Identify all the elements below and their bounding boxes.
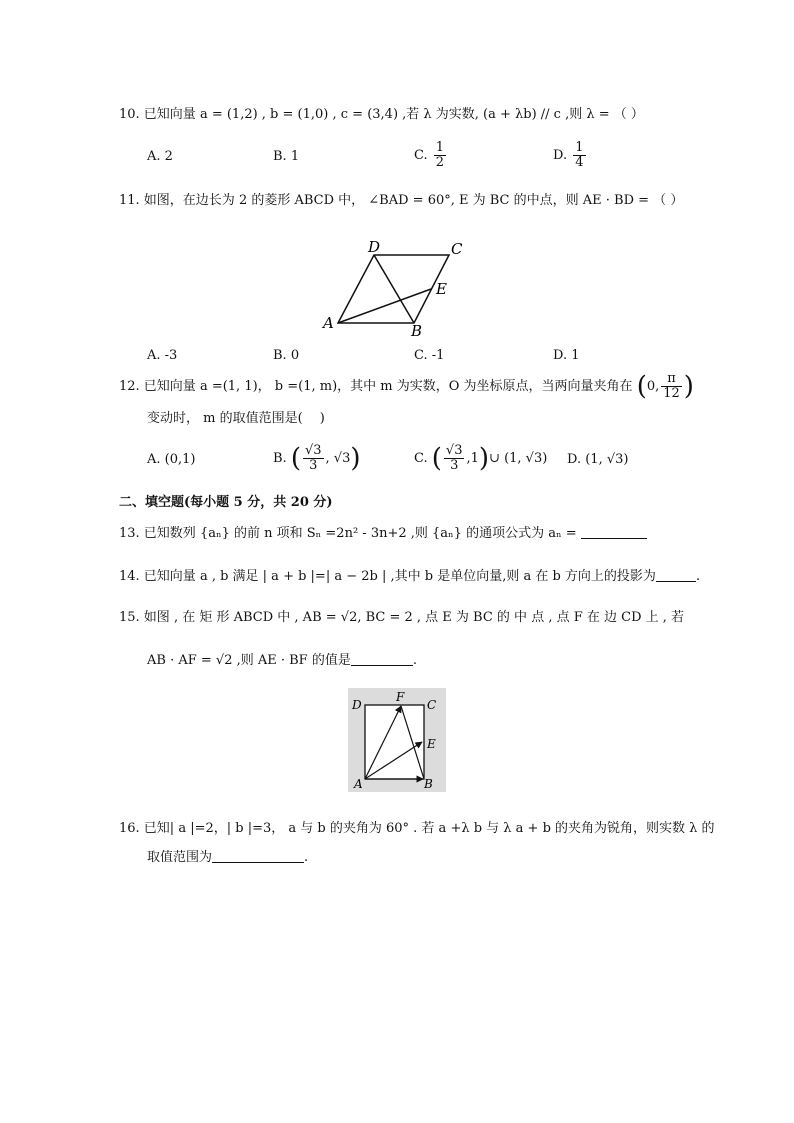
q16-answer-blank[interactable] <box>212 848 304 863</box>
q10-option-c-denominator: 2 <box>435 155 445 170</box>
question-11-stem: 11. 如图，在边长为 2 的菱形 ABCD 中， ∠BAD = 60°, E 为 BC 的中点，则 AE · BD = （ ） <box>119 193 684 208</box>
q11-option-b: B. 0 <box>273 348 300 363</box>
q12-option-a: A. (0,1) <box>147 452 196 467</box>
q10-option-d <box>553 141 588 170</box>
q12-option-c-close-paren: ) <box>478 443 490 474</box>
question-12-line-2: 变动时， m 的取值范围是( ) <box>147 411 325 426</box>
q13-text: 13. 已知数列 {aₙ} 的前 n 项和 Sₙ =2n² - 3n+2 ,则 {aₙ} 的通项公式为 aₙ = <box>119 526 581 541</box>
q12-interval-fraction <box>661 372 682 401</box>
question-15-line-1: 15. 如图 , 在 矩 形 ABCD 中 , AB = √2, BC = 2 , 点 E 为 BC 的 中 点 , 点 F 在 边 CD 上 , 若 <box>119 610 685 625</box>
q15-period: . <box>412 653 417 668</box>
q10-option-c-label: C. <box>414 148 428 163</box>
q12-interval-numerator: π <box>661 372 682 387</box>
segment-bd <box>374 255 414 323</box>
rhombus-figure <box>318 236 478 340</box>
label-c: C <box>427 698 437 712</box>
q12-option-b-close-paren: ) <box>350 443 361 474</box>
q10-option-b: B. 1 <box>273 149 300 164</box>
q12-option-c-union: ∪ (1, √3) <box>489 451 548 466</box>
label-b: B <box>411 322 423 340</box>
q12-option-c-rest: ,1 <box>466 451 479 466</box>
q10-option-d-label: D. <box>553 148 568 163</box>
q12-close-paren: ) <box>683 371 694 402</box>
q12-option-c-numerator: √3 <box>445 443 463 458</box>
question-12-line-1 <box>119 372 694 402</box>
q12-option-d: D. (1, √3) <box>567 452 629 467</box>
q12-option-b-rest: , √3 <box>325 451 351 466</box>
q10-option-d-denominator: 4 <box>575 155 584 170</box>
rectangle-figure <box>348 688 446 792</box>
q14-text: 14. 已知向量 a , b 满足 | a + b |=| a − 2b | ,其中 b 是单位向量,则 a 在 b 方向上的投影为 <box>119 569 656 584</box>
q12-line1-text: 12. 已知向量 a =(1, 1)， b =(1, m)，其中 m 为实数，O 为坐标原点，当两向量夹角在 <box>119 379 633 394</box>
rectangle-outline <box>365 705 424 779</box>
q10-option-c-numerator: 1 <box>435 140 445 155</box>
question-14 <box>119 567 700 586</box>
section-2-heading: 二、填空题(每小题 5 分，共 20 分) <box>119 495 333 510</box>
q14-answer-blank[interactable] <box>656 567 696 582</box>
q12-interval-left: 0, <box>646 379 660 394</box>
question-10-stem: 10. 已知向量 a = (1,2) , b = (1,0) , c = (3,4) ,若 λ 为实数, (a + λb) // c ,则 λ = （ ） <box>119 107 644 122</box>
q11-option-a: A. -3 <box>147 348 178 363</box>
q12-option-b <box>273 442 361 476</box>
q15-line2-text: AB · AF = √2 ,则 AE · BF 的值是 <box>147 653 351 668</box>
label-f: F <box>396 690 405 704</box>
q12-option-c <box>414 442 547 476</box>
q14-period: . <box>695 569 701 584</box>
q16-period: . <box>304 850 309 865</box>
question-16-line-1: 16. 已知| a |=2，| b |=3， a 与 b 的夹角为 60° . 若 a +λ b 与 λ a + b 的夹角为锐角，则实数 λ 的 <box>119 821 715 836</box>
label-a: A <box>323 314 334 332</box>
q11-option-c: C. -1 <box>414 348 445 363</box>
q10-option-c-fraction <box>434 141 446 170</box>
label-a: A <box>354 777 363 791</box>
q12-open-paren: ( <box>636 371 647 402</box>
question-13 <box>119 524 647 543</box>
q10-option-d-fraction <box>573 141 585 170</box>
question-16-line-2 <box>147 848 308 867</box>
q12-option-b-numerator: √3 <box>304 443 322 458</box>
q13-answer-blank[interactable] <box>581 524 647 539</box>
q12-option-c-fraction <box>444 444 465 473</box>
label-c: C <box>451 240 463 258</box>
q12-interval-denominator: 12 <box>663 386 680 401</box>
label-e: E <box>427 737 436 751</box>
q12-option-c-label: C. <box>414 451 428 466</box>
q12-option-c-denominator: 3 <box>450 458 459 473</box>
q16-line2-text: 取值范围为 <box>147 850 213 865</box>
q10-option-c <box>414 141 448 170</box>
q12-option-b-label: B. <box>273 451 287 466</box>
q12-option-b-open-paren: ( <box>290 443 301 474</box>
q15-answer-blank[interactable] <box>351 651 413 666</box>
q11-option-d: D. 1 <box>553 348 580 363</box>
q12-option-b-denominator: 3 <box>309 458 318 473</box>
label-d: D <box>368 238 381 256</box>
label-e: E <box>436 280 447 298</box>
q10-option-d-numerator: 1 <box>575 140 584 155</box>
q12-option-c-open-paren: ( <box>431 443 442 474</box>
q12-option-b-fraction <box>303 444 324 473</box>
question-15-line-2 <box>147 651 417 670</box>
label-d: D <box>352 698 362 712</box>
q10-option-a: A. 2 <box>147 149 173 164</box>
label-b: B <box>424 777 433 791</box>
